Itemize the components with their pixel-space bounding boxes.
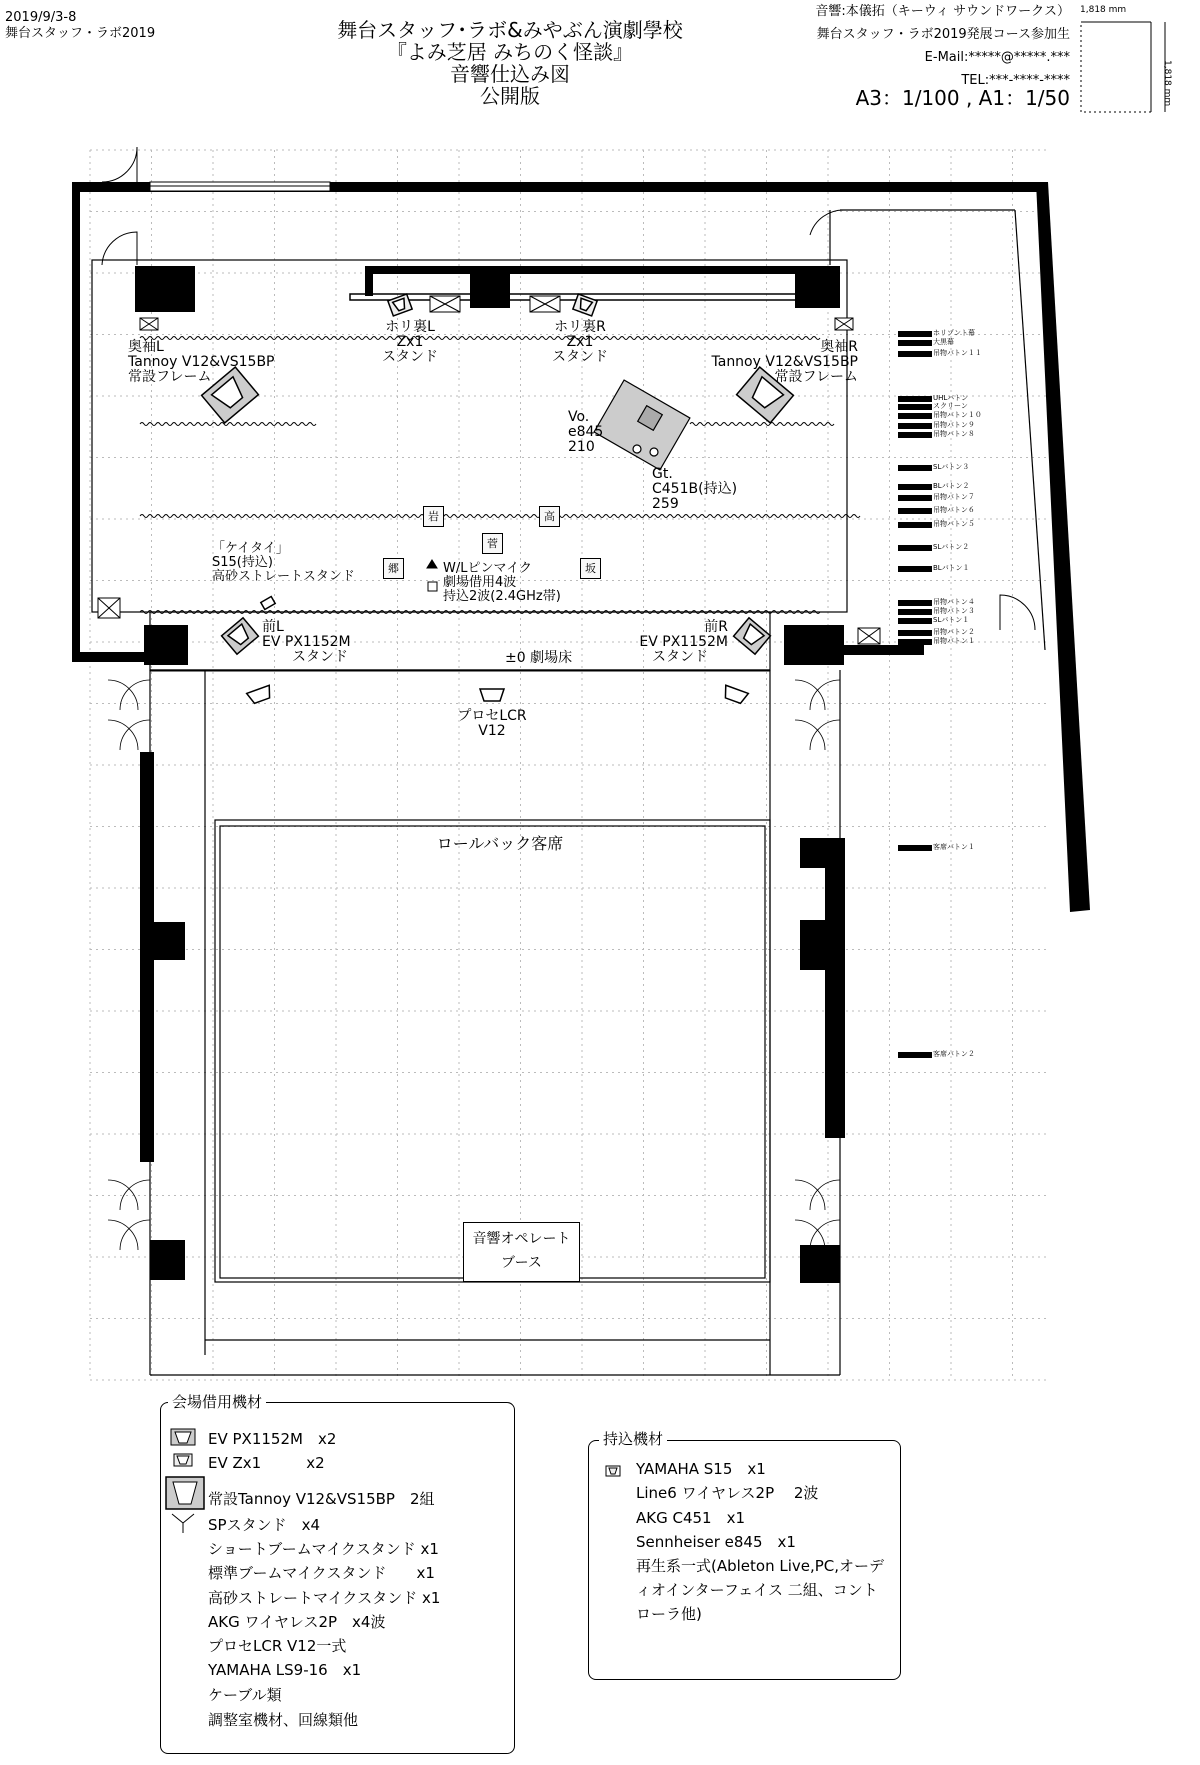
legend-own-title: 持込機材 [599, 1428, 667, 1449]
seats-label: ロールバック客席 [436, 834, 564, 853]
cast-box-saka: 坂 [580, 558, 601, 579]
cast-box-taka: 高 [539, 506, 560, 527]
legend-own-item: ローラ他) [636, 1605, 702, 1623]
batten-label: 吊物バトン２ [933, 628, 975, 636]
wireless-label: W/Lピンマイク 劇場借用4波 持込2波(2.4GHz帯) [443, 561, 561, 604]
batten-bar [898, 340, 932, 346]
date-label: 2019/9/3-8 [5, 10, 77, 25]
batten-label: ホリゾント幕 [933, 329, 975, 337]
batten-bar [898, 609, 932, 615]
legend-own-item: ィオインターフェイス 二組、コント [636, 1581, 878, 1599]
floor-level-label: ±0 劇場床 [505, 650, 573, 666]
legend-own-item: YAMAHA S15 x1 [636, 1460, 766, 1478]
grid-height-label: 1,818 mm [1162, 60, 1172, 107]
speaker-mae-r-icon [734, 618, 771, 654]
batten-bar [898, 423, 932, 429]
cast-box-iwa: 岩 [423, 506, 444, 527]
batten-label: 客席バトン１ [933, 843, 975, 851]
batten-label: SLバトン１ [933, 616, 970, 624]
hori-r-label: ホリ裏R Zx1 スタンド [552, 319, 608, 365]
batten-bar [898, 1052, 932, 1058]
batten-bar [898, 495, 932, 501]
mae-r-label: 前R EV PX1152M スタンド [639, 619, 728, 665]
cast-box-suga: 菅 [482, 533, 503, 554]
batten-bar [898, 545, 932, 551]
batten-label: 大黒幕 [933, 338, 954, 346]
speaker-prose-l-icon [247, 685, 274, 704]
speaker-prose-c-icon [480, 689, 504, 701]
okusode-r-label: 奥袖R Tannoy V12&VS15BP 常設フレーム [711, 339, 858, 385]
batten-label: 吊物バトン９ [933, 421, 975, 429]
batten-label: SLバトン３ [933, 463, 970, 471]
s15-legend-icon [605, 1462, 621, 1474]
title-line-4: 公開版 [480, 84, 540, 108]
batten-label: 吊物バトン６ [933, 506, 975, 514]
prose-lcr-label: プロセLCR V12 [457, 708, 527, 739]
batten-label: SLバトン２ [933, 543, 970, 551]
legend-own-item: 再生系一式(Ableton Live,PC,オーデ [636, 1557, 885, 1575]
batten-label: BLバトン２ [933, 482, 970, 490]
batten-bar [898, 639, 932, 645]
batten-bar [898, 508, 932, 514]
batten-bar [898, 413, 932, 419]
hori-l-label: ホリ裏L Zx1 スタンド [382, 319, 438, 365]
batten-label: 吊物バトン１ [933, 637, 975, 645]
batten-bar [898, 845, 932, 851]
batten-bar [898, 522, 932, 528]
grid-width-label: 1,818 mm [1080, 5, 1127, 15]
batten-label: スクリーン [933, 402, 968, 410]
legend-rental-item: SPスタンド x4 [208, 1516, 320, 1534]
speaker-prose-r-icon [722, 685, 749, 704]
vocal-mic-label: Vo. e845 210 [568, 409, 604, 455]
legend-rental-item: 調整室機材、回線類他 [208, 1711, 359, 1729]
title-line-2: 『よみ芝居 みちのく怪談』 [386, 40, 634, 64]
legend-own-item: Line6 ワイヤレス2P 2波 [636, 1484, 819, 1502]
legend-rental-item: EV PX1152M x2 [208, 1430, 337, 1448]
batten-bar [898, 404, 932, 410]
batten-label: 吊物バトン１１ [933, 349, 982, 357]
keitai-label: 「ケイタイ」 S15(持込) 高砂ストレートスタンド [212, 541, 355, 584]
zx1-legend-icon [173, 1452, 193, 1466]
batten-bar [898, 618, 932, 624]
batten-label: UHLバトン [933, 394, 969, 402]
mae-l-label: 前L EV PX1152M スタンド [262, 619, 351, 665]
legend-rental-item: ショートブームマイクスタンド x1 [208, 1540, 439, 1558]
legend-rental-title: 会場借用機材 [168, 1391, 266, 1412]
grid-scale-marker [1081, 22, 1165, 112]
legend-own-item: Sennheiser e845 x1 [636, 1533, 796, 1551]
legend-rental-item: 高砂ストレートマイクスタンド x1 [208, 1589, 441, 1607]
title-line-3: 音響仕込み図 [450, 62, 570, 86]
legend-rental-item: YAMAHA LS9-16 x1 [208, 1661, 362, 1679]
legend-rental-item: EV Zx1 x2 [208, 1454, 325, 1472]
legend-rental-item: ケーブル類 [208, 1686, 282, 1704]
batten-bar [898, 566, 932, 572]
speaker-keitai-icon [261, 597, 275, 610]
legend-rental-item: 常設Tannoy V12&VS15BP 2組 [208, 1490, 435, 1508]
legend-rental-item: AKG ワイヤレス2P x4波 [208, 1613, 386, 1631]
batten-label: 吊物バトン８ [933, 430, 975, 438]
tannoy-legend-icon [165, 1476, 205, 1510]
batten-bar [898, 331, 932, 337]
okusode-l-label: 奥袖L Tannoy V12&VS15BP 常設フレーム [128, 339, 275, 385]
cast-box-go: 郷 [383, 558, 404, 579]
email-label: E-Mail:*****@*****.*** [924, 50, 1070, 65]
batten-bar [898, 630, 932, 636]
batten-label: 吊物バトン７ [933, 493, 975, 501]
legend-rental-item: 標準ブームマイクスタンド x1 [208, 1564, 435, 1582]
batten-bar [898, 432, 932, 438]
batten-bar [898, 600, 932, 606]
org-label: 舞台スタッフ・ラボ2019 [5, 26, 156, 41]
riser [594, 380, 690, 470]
legend-own-item: AKG C451 x1 [636, 1509, 746, 1527]
legend-rental-item: プロセLCR V12一式 [208, 1637, 347, 1655]
credit-line-2: 舞台スタッフ・ラボ2019発展コース参加生 [816, 27, 1070, 42]
auditorium-walls [140, 752, 845, 1283]
speaker-mae-l-icon [222, 618, 259, 654]
speaker-hori-r-icon [573, 294, 597, 316]
sound-booth: 音響オペレート ブース [463, 1222, 580, 1282]
batten-label: 吊物バトン３ [933, 607, 975, 615]
speaker-hori-l-icon [388, 294, 412, 316]
title-line-1: 舞台スタッフ･ラボ&みやぶん演劇學校 [337, 18, 683, 42]
batten-label: BLバトン１ [933, 564, 970, 572]
batten-label: 客席バトン２ [933, 1050, 975, 1058]
wireless-mic-icon [427, 560, 437, 591]
batten-bar [898, 351, 932, 357]
batten-label: 吊物バトン１０ [933, 411, 982, 419]
tel-label: TEL:***-****-**** [961, 73, 1070, 88]
stand-legend-icon [170, 1512, 196, 1534]
batten-bar [898, 465, 932, 471]
guitar-mic-label: Gt. C451B(持込) 259 [652, 466, 738, 512]
batten-bar [898, 396, 932, 402]
px1152m-legend-icon [170, 1428, 196, 1446]
batten-bar [898, 484, 932, 490]
batten-label: 吊物バトン４ [933, 598, 975, 606]
batten-label: 吊物バトン５ [933, 520, 975, 528]
credit-line-1: 音響:本儀拓（キーウィ サウンドワークス） [815, 4, 1070, 19]
scale-label: A3：1/100 , A1：1/50 [855, 86, 1070, 110]
